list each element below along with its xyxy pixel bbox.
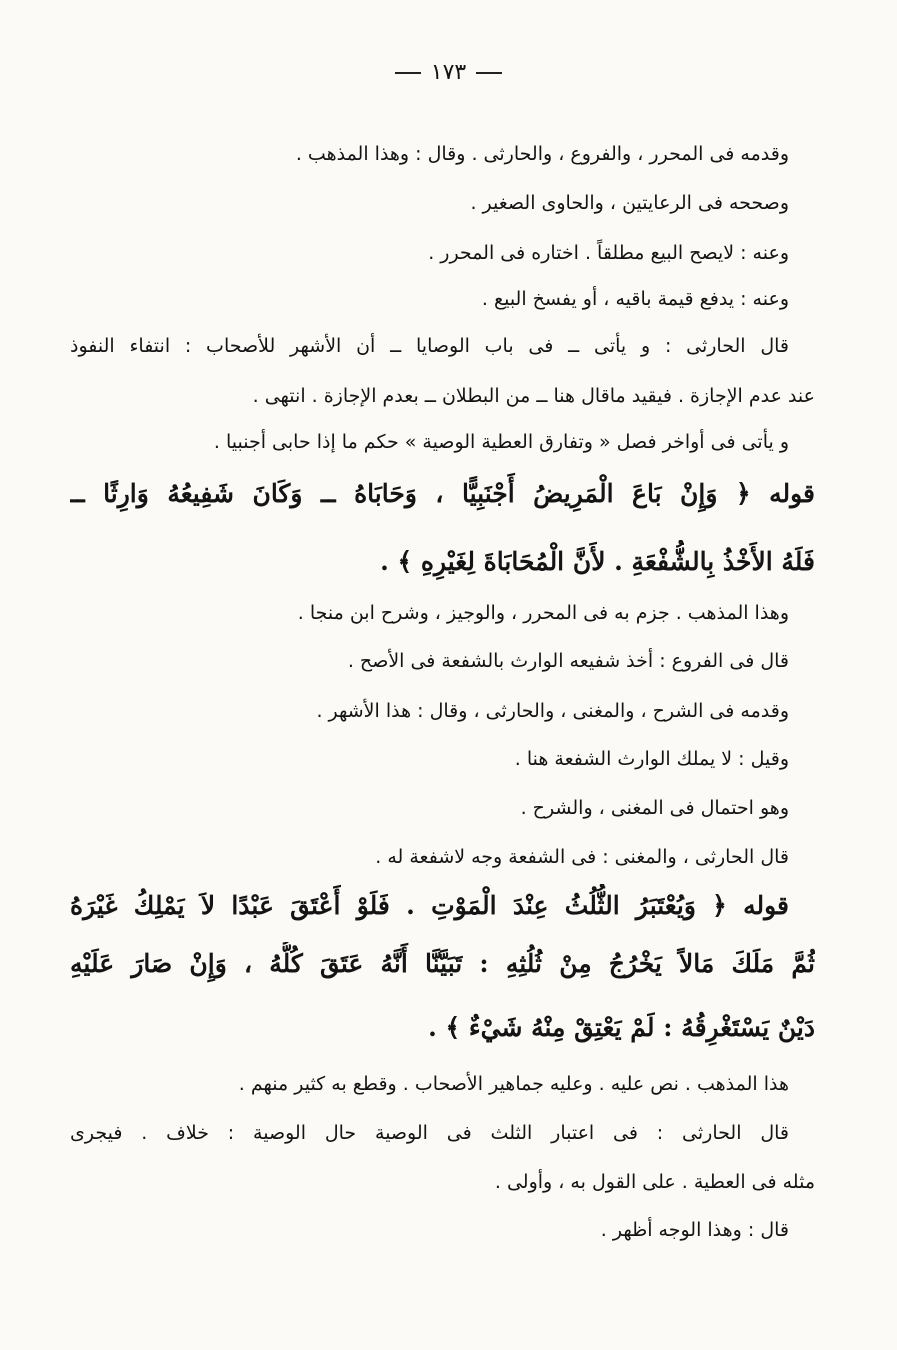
text-line: وصححه فى الرعايتين ، والحاوى الصغير . <box>470 192 789 214</box>
page-header <box>0 58 897 88</box>
text-line: وهذا المذهب . جزم به فى المحرر ، والوجيز ، وشرح ابن منجا . <box>297 602 789 624</box>
page-number: ١٧٣ <box>430 60 467 85</box>
text-line: وقيل : لا يملك الوارث الشفعة هنا . <box>514 748 789 770</box>
text-line: قال الحارثى : و يأتى ــ فى باب الوصايا ــ أن الأشهر للأصحاب : انتفاء النفوذ <box>70 335 789 357</box>
text-line: وقدمه فى المحرر ، والفروع ، والحارثى . وقال : وهذا المذهب . <box>295 143 789 165</box>
matn-quote-line: فَلَهُ الأَخْذُ بِالشُّفْعَةِ . لأَنَّ الْمُحَابَاةَ لِغَيْرِهِ ﴾ . <box>380 547 815 576</box>
matn-quote-line: دَيْنٌ يَسْتَغْرِقُهُ : لَمْ يَعْتِقْ مِنْهُ شَيْءٌ ﴾ . <box>428 1013 815 1042</box>
text-line: قال الحارثى ، والمغنى : فى الشفعة وجه لاشفعة له . <box>375 846 789 868</box>
text-line: هذا المذهب . نص عليه . وعليه جماهير الأصحاب . وقطع به كثير منهم . <box>238 1073 789 1095</box>
text-line: وعنه : لايصح البيع مطلقاً . اختاره فى المحرر . <box>428 242 789 264</box>
text-line: قال : وهذا الوجه أظهر . <box>600 1219 789 1241</box>
text-line: وعنه : يدفع قيمة باقيه ، أو يفسخ البيع . <box>481 288 789 310</box>
matn-quote-line: قوله ﴿ وَيُعْتَبَرُ الثُّلُثُ عِنْدَ الْمَوْتِ . فَلَوْ أَعْتَقَ عَبْدًا لاَ يَمْلِكُ غَيْرَهُ <box>70 891 789 920</box>
header-dash-right <box>476 72 502 74</box>
text-line: قال فى الفروع : أخذ شفيعه الوارث بالشفعة فى الأصح . <box>347 650 789 672</box>
matn-quote-line: قوله ﴿ وَإِنْ بَاعَ الْمَرِيضُ أَجْنَبِيًّا ، وَحَابَاهُ ــ وَكَانَ شَفِيعُهُ وَارِثًا ــ <box>70 479 815 508</box>
text-line: عند عدم الإجازة . فيقيد ماقال هنا ــ من البطلان ــ بعدم الإجازة . انتهى . <box>252 385 815 407</box>
text-line: قال الحارثى : فى اعتبار الثلث فى الوصية حال الوصية : خلاف . فيجرى <box>70 1122 789 1144</box>
text-line: مثله فى العطية . على القول به ، وأولى . <box>494 1171 815 1193</box>
header-dash-left <box>395 72 421 74</box>
text-line: وقدمه فى الشرح ، والمغنى ، والحارثى ، وقال : هذا الأشهر . <box>316 700 789 722</box>
text-line: و يأتى فى أواخر فصل « وتفارق العطية الوصية » حكم ما إذا حابى أجنبيا . <box>213 431 789 453</box>
matn-quote-line: ثُمَّ مَلَكَ مَالاً يَخْرُجُ مِنْ ثُلُثِهِ : تَبَيَّنَّا أَنَّهُ عَتَقَ كُلُّهُ ، وَإِنْ صَارَ عَلَيْهِ <box>70 949 815 978</box>
text-line: وهو احتمال فى المغنى ، والشرح . <box>520 797 789 819</box>
